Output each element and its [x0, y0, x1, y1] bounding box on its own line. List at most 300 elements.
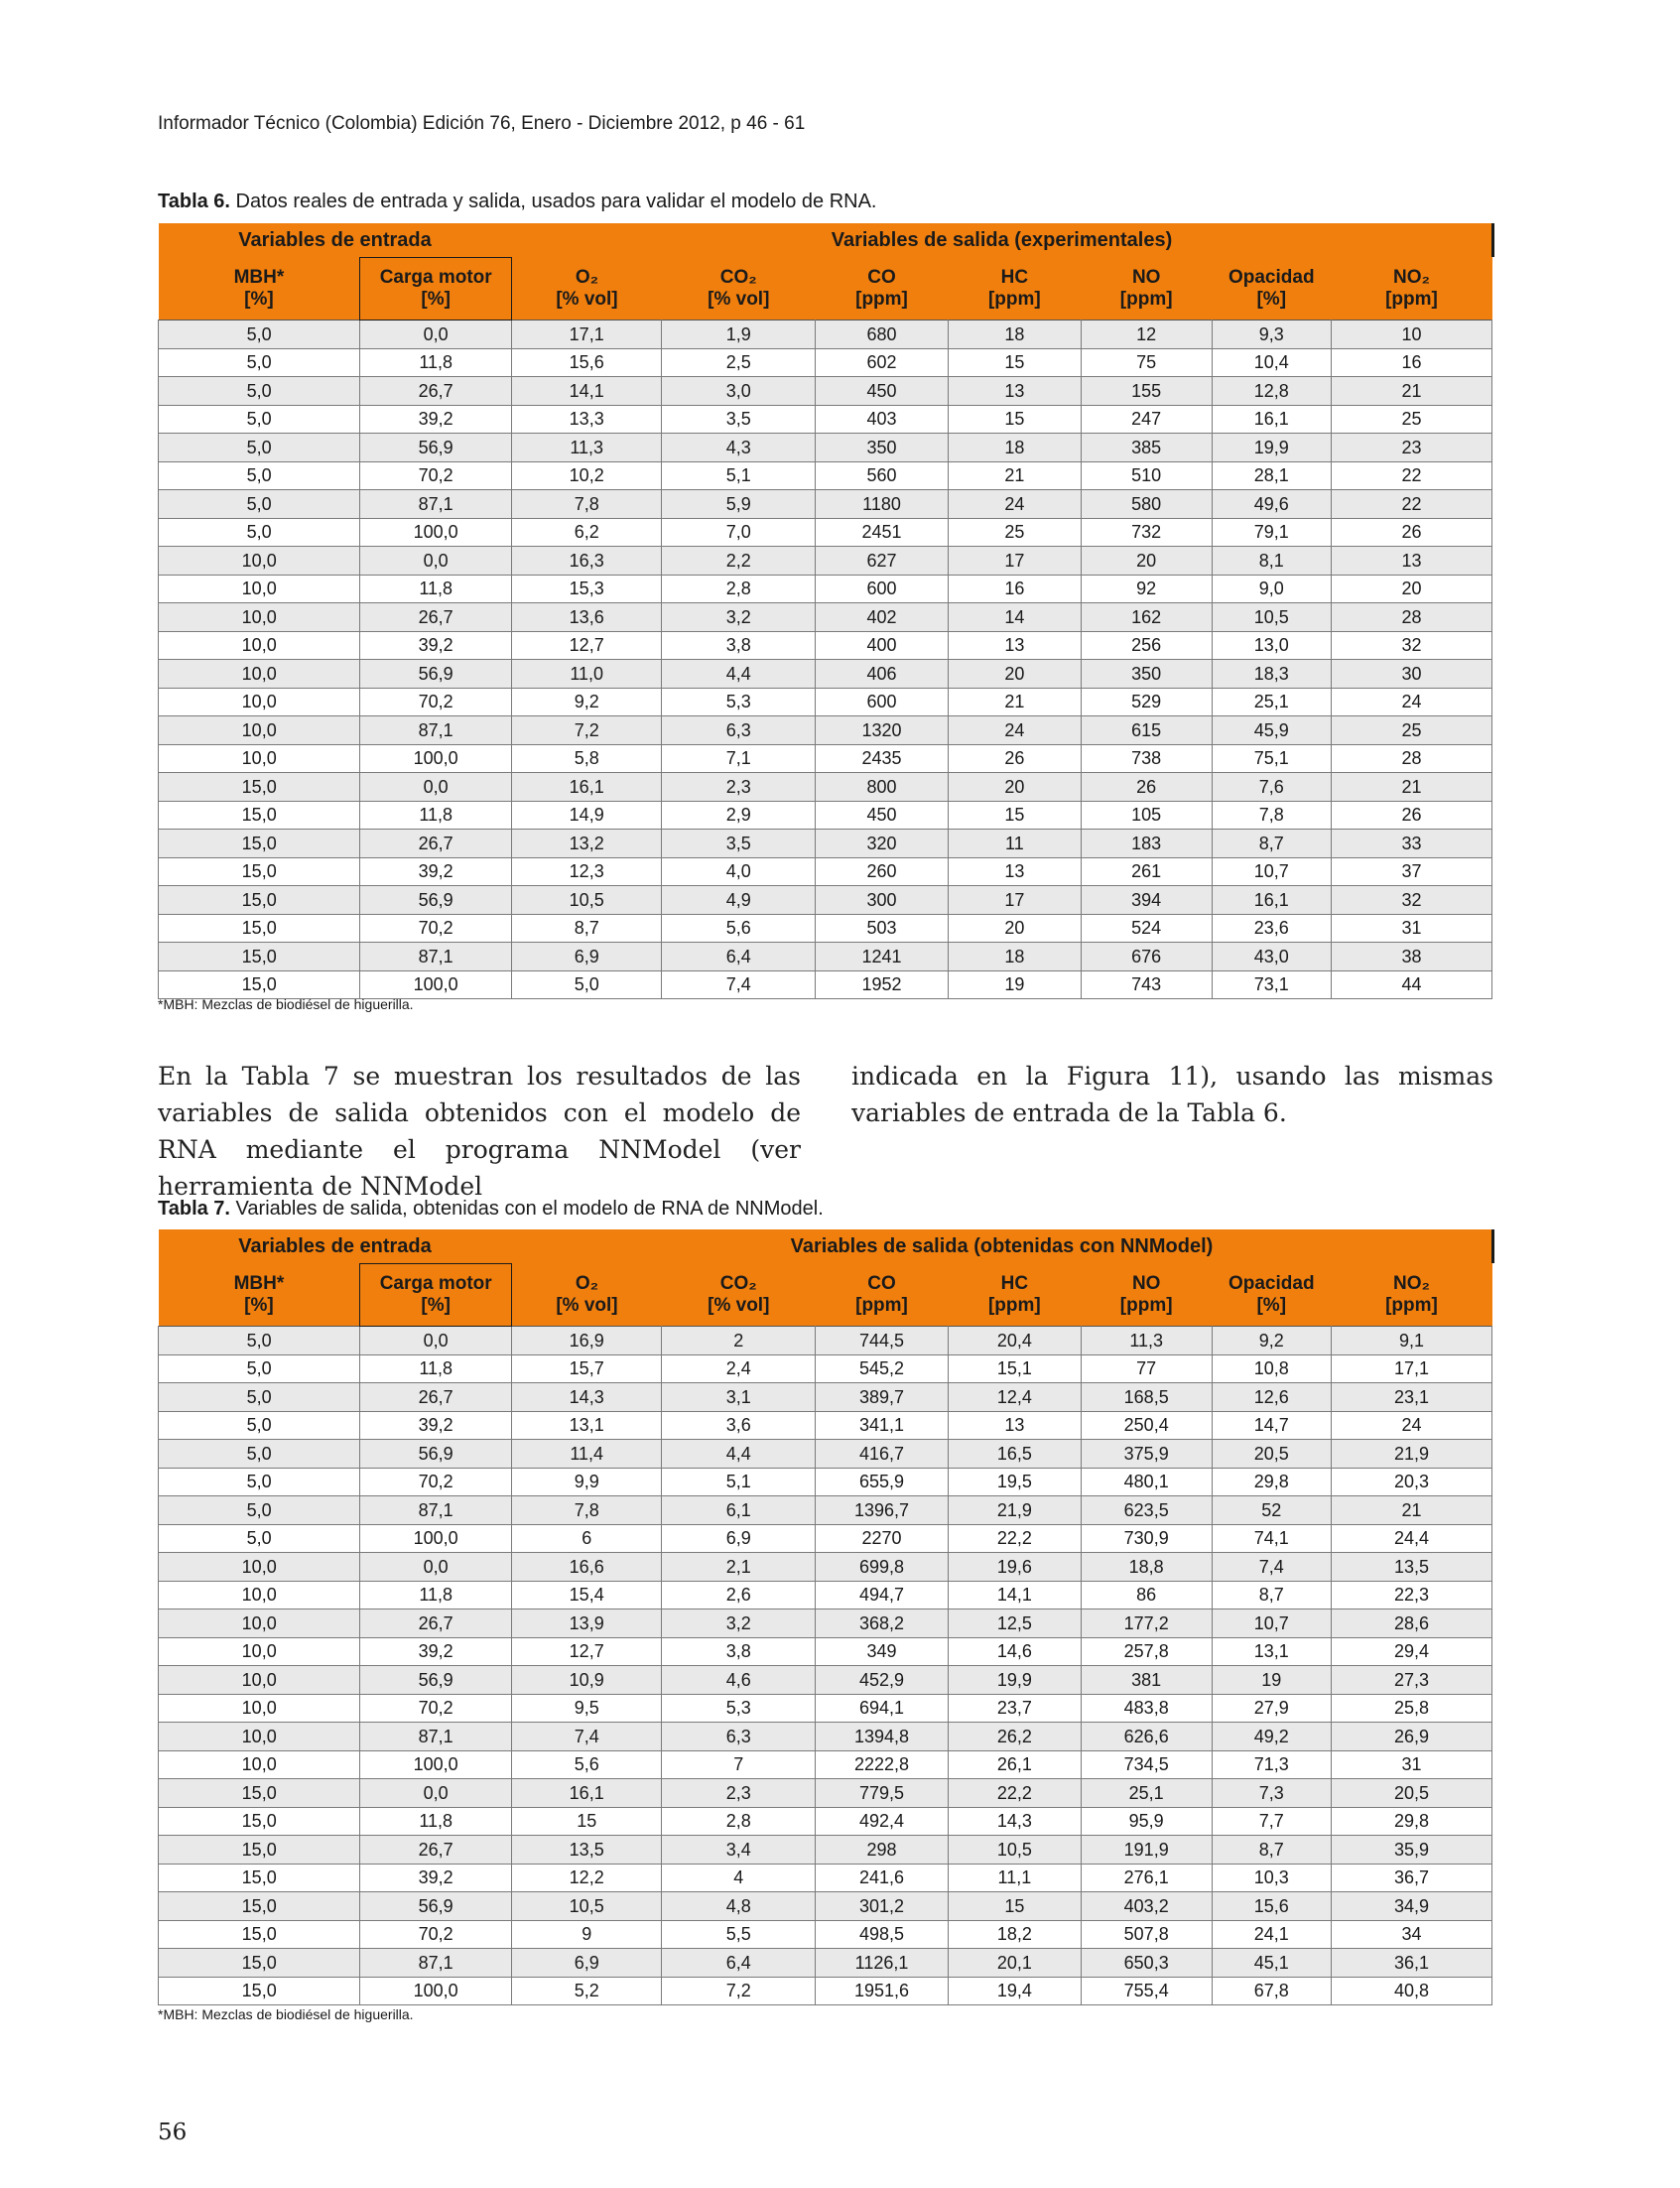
table-cell: 10,0: [159, 575, 360, 603]
table-cell: 77: [1081, 1354, 1212, 1383]
table-cell: 300: [816, 886, 949, 915]
table-cell: 524: [1081, 914, 1212, 943]
table-cell: 15: [511, 1807, 662, 1836]
table-cell: 13: [948, 631, 1081, 660]
table-cell: 16: [1331, 348, 1491, 377]
table-cell: 416,7: [816, 1440, 949, 1469]
table-cell: 29,4: [1331, 1637, 1491, 1666]
column-header-unit: [ppm]: [855, 1294, 908, 1316]
table-row: [159, 603, 1492, 632]
table-cell: 14,6: [948, 1637, 1081, 1666]
table-cell: 15,0: [159, 857, 360, 886]
table-cell: 100,0: [360, 744, 512, 773]
table-cell: 7,4: [1212, 1553, 1331, 1582]
table-cell: 23,7: [948, 1694, 1081, 1723]
table-cell: 260: [816, 857, 949, 886]
table-cell: 15,0: [159, 943, 360, 971]
table-cell: 26,9: [1331, 1723, 1491, 1751]
table-cell: 2435: [816, 744, 949, 773]
table-row: [159, 886, 1492, 915]
table-cell: 6,4: [662, 1949, 816, 1978]
table-cell: 30: [1331, 660, 1491, 689]
table-cell: 11,0: [511, 660, 662, 689]
table-cell: 9,2: [511, 688, 662, 716]
table-cell: 800: [816, 773, 949, 802]
table-cell: 87,1: [360, 1949, 512, 1978]
column-header-name: MBH*: [233, 266, 285, 288]
table-cell: 183: [1081, 830, 1212, 858]
table-row: [159, 575, 1492, 603]
table-cell: 5,0: [159, 1383, 360, 1412]
table-cell: 2,5: [662, 348, 816, 377]
table-cell: 5,3: [662, 688, 816, 716]
table-cell: 28,6: [1331, 1609, 1491, 1638]
table-cell: 0,0: [360, 773, 512, 802]
table-cell: 483,8: [1081, 1694, 1212, 1723]
table-row: [159, 1411, 1492, 1440]
table-cell: 5,0: [159, 461, 360, 490]
table-cell: 10,0: [159, 1694, 360, 1723]
column-header-name: Carga motor: [379, 1273, 492, 1294]
column-header-name: Carga motor: [379, 267, 492, 288]
table-cell: 33: [1331, 830, 1491, 858]
table-row: [159, 1694, 1492, 1723]
table-cell: 4,3: [662, 434, 816, 462]
table-row: [159, 1836, 1492, 1865]
table-cell: 7,2: [511, 716, 662, 745]
table-row: [159, 1637, 1492, 1666]
table-cell: 20,3: [1331, 1468, 1491, 1496]
table-cell: 11,8: [360, 575, 512, 603]
table-cell: 18,8: [1081, 1553, 1212, 1582]
table-cell: 17: [948, 547, 1081, 576]
table-cell: 16,1: [511, 773, 662, 802]
table-cell: 32: [1331, 631, 1491, 660]
table-cell: 5,1: [662, 461, 816, 490]
table-cell: 27,9: [1212, 1694, 1331, 1723]
table-cell: 10,5: [511, 1892, 662, 1921]
table-cell: 341,1: [816, 1411, 949, 1440]
table-cell: 31: [1331, 914, 1491, 943]
table-cell: 7,2: [662, 1977, 816, 2005]
table-cell: 19,9: [1212, 434, 1331, 462]
paragraph-right-column: indicada en la Figura 11), usando las mismas variables de entrada de la Tabla 6.: [851, 1062, 1493, 1127]
table-row: [159, 1666, 1492, 1695]
table-cell: 16,9: [511, 1327, 662, 1355]
table-cell: 600: [816, 575, 949, 603]
table-row: [159, 405, 1492, 434]
table-cell: 11,8: [360, 1807, 512, 1836]
table-cell: 6,2: [511, 518, 662, 547]
table-cell: 0,0: [360, 547, 512, 576]
table-cell: 21,9: [1331, 1440, 1491, 1469]
column-header-name: MBH*: [233, 1272, 285, 1294]
table-cell: 9,2: [1212, 1327, 1331, 1355]
table-cell: 39,2: [360, 857, 512, 886]
table-cell: 73,1: [1212, 970, 1331, 999]
table-cell: 22: [1331, 461, 1491, 490]
table-cell: 100,0: [360, 518, 512, 547]
table-cell: 10,7: [1212, 857, 1331, 886]
table-cell: 28,1: [1212, 461, 1331, 490]
table-cell: 5,0: [159, 1440, 360, 1469]
table-cell: 241,6: [816, 1864, 949, 1892]
column-header-unit: [%]: [244, 1294, 274, 1316]
column-header: [159, 258, 360, 321]
table-cell: 8,7: [1212, 830, 1331, 858]
table-cell: 92: [1081, 575, 1212, 603]
table-cell: 627: [816, 547, 949, 576]
table-cell: 22,3: [1331, 1581, 1491, 1609]
table-cell: 22,2: [948, 1524, 1081, 1553]
table-cell: 100,0: [360, 1977, 512, 2005]
table-cell: 20: [1331, 575, 1491, 603]
table-cell: 615: [1081, 716, 1212, 745]
table-row: [159, 1468, 1492, 1496]
table-cell: 13,6: [511, 603, 662, 632]
table-cell: 15: [948, 1892, 1081, 1921]
table-cell: 560: [816, 461, 949, 490]
column-header-name: CO: [867, 266, 896, 288]
table-cell: 247: [1081, 405, 1212, 434]
table-cell: 732: [1081, 518, 1212, 547]
table-cell: 10,5: [948, 1836, 1081, 1865]
table-cell: 67,8: [1212, 1977, 1331, 2005]
table-cell: 15,0: [159, 970, 360, 999]
column-header-unit: [ppm]: [1119, 288, 1173, 310]
table-cell: 3,0: [662, 377, 816, 406]
table-cell: 15,0: [159, 1779, 360, 1808]
table-cell: 15,0: [159, 830, 360, 858]
table-cell: 10,0: [159, 1666, 360, 1695]
table-cell: 10,0: [159, 660, 360, 689]
table-7-column-headers: [159, 1264, 1492, 1327]
table-cell: 14,3: [948, 1807, 1081, 1836]
table-cell: 20: [948, 773, 1081, 802]
table-cell: 13,3: [511, 405, 662, 434]
table-cell: 11,8: [360, 801, 512, 830]
table-cell: 4,4: [662, 660, 816, 689]
table-7-caption: [158, 1198, 824, 1221]
column-header-name: NO₂: [1393, 1272, 1430, 1294]
table-cell: 15,0: [159, 1864, 360, 1892]
table-cell: 650,3: [1081, 1949, 1212, 1978]
table-cell: 13: [1331, 547, 1491, 576]
column-header-name: Opacidad: [1228, 1272, 1315, 1294]
table-cell: 17,1: [511, 321, 662, 349]
table-cell: 25: [1331, 716, 1491, 745]
table-cell: 1396,7: [816, 1496, 949, 1525]
table-cell: 12,6: [1212, 1383, 1331, 1412]
table-cell: 26,7: [360, 830, 512, 858]
table-cell: 7,8: [511, 490, 662, 519]
column-header: [159, 1264, 360, 1327]
table-cell: 168,5: [1081, 1383, 1212, 1412]
column-header-name: NO₂: [1393, 266, 1430, 288]
table-cell: 155: [1081, 377, 1212, 406]
table-cell: 10,7: [1212, 1609, 1331, 1638]
table-cell: 5,0: [159, 377, 360, 406]
table-6-edge-bar: [1491, 223, 1494, 257]
table-cell: 1180: [816, 490, 949, 519]
table-cell: 87,1: [360, 1723, 512, 1751]
table-cell: 6,3: [662, 1723, 816, 1751]
table-row: [159, 518, 1492, 547]
column-header-unit: [%]: [1256, 288, 1287, 310]
table-cell: 11: [948, 830, 1081, 858]
table-cell: 20,1: [948, 1949, 1081, 1978]
table-cell: 655,9: [816, 1468, 949, 1496]
column-header-name: HC: [1000, 1272, 1029, 1294]
table-row: [159, 1723, 1492, 1751]
table-cell: 11,4: [511, 1440, 662, 1469]
table-cell: 31: [1331, 1750, 1491, 1779]
table-cell: 2,6: [662, 1581, 816, 1609]
table-cell: 21: [948, 688, 1081, 716]
table-cell: 13,9: [511, 1609, 662, 1638]
table-cell: 507,8: [1081, 1920, 1212, 1949]
table-cell: 16,1: [1212, 886, 1331, 915]
table-cell: 5,0: [159, 348, 360, 377]
table-cell: 22,2: [948, 1779, 1081, 1808]
table-cell: 1,9: [662, 321, 816, 349]
table-row: [159, 744, 1492, 773]
table-cell: 250,4: [1081, 1411, 1212, 1440]
table-cell: 10,0: [159, 688, 360, 716]
column-header: [948, 1264, 1081, 1327]
table-cell: 0,0: [360, 1553, 512, 1582]
table-cell: 13,1: [511, 1411, 662, 1440]
table-cell: 15,3: [511, 575, 662, 603]
table-cell: 13,0: [1212, 631, 1331, 660]
table-cell: 20,5: [1212, 1440, 1331, 1469]
table-cell: 39,2: [360, 1411, 512, 1440]
table-row: [159, 1949, 1492, 1978]
table-cell: 8,1: [1212, 547, 1331, 576]
table-cell: 39,2: [360, 1637, 512, 1666]
table-cell: 10,0: [159, 1609, 360, 1638]
table-row: [159, 1354, 1492, 1383]
table-cell: 8,7: [1212, 1836, 1331, 1865]
table-cell: 25,8: [1331, 1694, 1491, 1723]
table-cell: 1951,6: [816, 1977, 949, 2005]
table-cell: 15,0: [159, 914, 360, 943]
table-cell: 15,0: [159, 773, 360, 802]
column-header: [511, 1264, 662, 1327]
table-cell: 12,5: [948, 1609, 1081, 1638]
table-cell: 26,7: [360, 1383, 512, 1412]
table-cell: 26,2: [948, 1723, 1081, 1751]
table-cell: 7,4: [511, 1723, 662, 1751]
table-cell: 39,2: [360, 1864, 512, 1892]
table-cell: 744,5: [816, 1327, 949, 1355]
table-cell: 105: [1081, 801, 1212, 830]
table-cell: 21: [1331, 773, 1491, 802]
table-cell: 4,0: [662, 857, 816, 886]
table-cell: 3,8: [662, 631, 816, 660]
table-cell: 10,8: [1212, 1354, 1331, 1383]
column-header-name: CO₂: [719, 1272, 757, 1294]
table-cell: 6,3: [662, 716, 816, 745]
table-cell: 4,6: [662, 1666, 816, 1695]
table-cell: 9,1: [1331, 1327, 1491, 1355]
table-cell: 15,6: [1212, 1892, 1331, 1921]
table-row: [159, 1779, 1492, 1808]
table-cell: 75,1: [1212, 744, 1331, 773]
table-cell: 10,0: [159, 1581, 360, 1609]
table-cell: 738: [1081, 744, 1212, 773]
table-cell: 17: [948, 886, 1081, 915]
table-row: [159, 1892, 1492, 1921]
table-cell: 10,0: [159, 631, 360, 660]
table-cell: 56,9: [360, 660, 512, 689]
table-cell: 350: [816, 434, 949, 462]
table-cell: 7,3: [1212, 1779, 1331, 1808]
column-header: [662, 1264, 816, 1327]
table-cell: 12,8: [1212, 377, 1331, 406]
table-cell: 450: [816, 801, 949, 830]
table-row: [159, 1440, 1492, 1469]
table-cell: 7,0: [662, 518, 816, 547]
table-cell: 4,4: [662, 1440, 816, 1469]
table-cell: 28: [1331, 744, 1491, 773]
table-cell: 10,4: [1212, 348, 1331, 377]
table-cell: 6: [511, 1524, 662, 1553]
table-cell: 11,3: [511, 434, 662, 462]
table-cell: 10,3: [1212, 1864, 1331, 1892]
table-cell: 3,5: [662, 405, 816, 434]
table-cell: 14,1: [948, 1581, 1081, 1609]
table-cell: 5,0: [159, 1524, 360, 1553]
table-cell: 26: [1331, 801, 1491, 830]
table-cell: 15,0: [159, 801, 360, 830]
table-cell: 14: [948, 603, 1081, 632]
table-cell: 626,6: [1081, 1723, 1212, 1751]
table-7-group-output: Variables de salida (obtenidas con NNModel): [511, 1229, 1491, 1264]
table-cell: 23: [1331, 434, 1491, 462]
table-cell: 734,5: [1081, 1750, 1212, 1779]
table-cell: 19,6: [948, 1553, 1081, 1582]
paragraph-left-column: En la Tabla 7 se muestran los resultados de las variables de salida obtenidos con el modelo de RNA mediante el programa NNModel (ver herramienta de NNModel: [158, 1062, 801, 1201]
table-cell: 10,0: [159, 1750, 360, 1779]
table-cell: 257,8: [1081, 1637, 1212, 1666]
table-cell: 492,4: [816, 1807, 949, 1836]
table-cell: 18: [948, 943, 1081, 971]
table-cell: 389,7: [816, 1383, 949, 1412]
table-cell: 10,0: [159, 716, 360, 745]
table-cell: 71,3: [1212, 1750, 1331, 1779]
table-cell: 24,1: [1212, 1920, 1331, 1949]
table-cell: 1241: [816, 943, 949, 971]
table-cell: 261: [1081, 857, 1212, 886]
table-cell: 480,1: [1081, 1468, 1212, 1496]
column-header: [1212, 258, 1331, 321]
column-header-name: NO: [1131, 1272, 1161, 1294]
table-cell: 21: [948, 461, 1081, 490]
table-cell: 177,2: [1081, 1609, 1212, 1638]
table-row: [159, 1327, 1492, 1355]
table-cell: 32: [1331, 886, 1491, 915]
table-cell: 503: [816, 914, 949, 943]
table-cell: 14,1: [511, 377, 662, 406]
table-cell: 29,8: [1212, 1468, 1331, 1496]
table-row: [159, 1864, 1492, 1892]
table-cell: 385: [1081, 434, 1212, 462]
table-cell: 9,3: [1212, 321, 1331, 349]
column-header: [662, 258, 816, 321]
table-cell: 24: [1331, 688, 1491, 716]
table-cell: 15,7: [511, 1354, 662, 1383]
table-cell: 276,1: [1081, 1864, 1212, 1892]
table-cell: 20,5: [1331, 1779, 1491, 1808]
table-cell: 498,5: [816, 1920, 949, 1949]
table-cell: 15,4: [511, 1581, 662, 1609]
table-cell: 20: [1081, 547, 1212, 576]
table-cell: 25: [1331, 405, 1491, 434]
table-cell: 7,7: [1212, 1807, 1331, 1836]
table-cell: 87,1: [360, 1496, 512, 1525]
column-header: [816, 1264, 949, 1327]
table-cell: 23,1: [1331, 1383, 1491, 1412]
table-cell: 37: [1331, 857, 1491, 886]
table-cell: 755,4: [1081, 1977, 1212, 2005]
column-header: [1081, 1264, 1212, 1327]
table-cell: 16: [948, 575, 1081, 603]
table-cell: 21,9: [948, 1496, 1081, 1525]
table-cell: 13,2: [511, 830, 662, 858]
table-cell: 25,1: [1212, 688, 1331, 716]
column-header-unit: [ppm]: [855, 288, 908, 310]
table-cell: 10: [1331, 321, 1491, 349]
table-cell: 6,4: [662, 943, 816, 971]
table-cell: 38: [1331, 943, 1491, 971]
table-cell: 12: [1081, 321, 1212, 349]
table-cell: 10,0: [159, 744, 360, 773]
table-cell: 301,2: [816, 1892, 949, 1921]
table-cell: 5,0: [159, 434, 360, 462]
table-7-caption-label: Tabla 7.: [158, 1198, 230, 1220]
column-header-name: CO: [867, 1272, 896, 1294]
column-header: [948, 258, 1081, 321]
column-header: [360, 1264, 512, 1327]
table-cell: 1952: [816, 970, 949, 999]
table-cell: 1126,1: [816, 1949, 949, 1978]
table-cell: 10,0: [159, 1637, 360, 1666]
table-cell: 10,5: [511, 886, 662, 915]
table-cell: 5,6: [511, 1750, 662, 1779]
table-7-edge-bar: [1491, 1229, 1494, 1263]
table-cell: 349: [816, 1637, 949, 1666]
column-header-unit: [% vol]: [556, 1294, 618, 1316]
table-cell: 75: [1081, 348, 1212, 377]
table-row: [159, 1581, 1492, 1609]
table-cell: 26: [948, 744, 1081, 773]
table-cell: 5,6: [662, 914, 816, 943]
table-cell: 2222,8: [816, 1750, 949, 1779]
table-cell: 15: [948, 405, 1081, 434]
table-cell: 18: [948, 434, 1081, 462]
table-cell: 11,3: [1081, 1327, 1212, 1355]
table-cell: 9,0: [1212, 575, 1331, 603]
table-cell: 400: [816, 631, 949, 660]
table-7-footnote: *MBH: Mezclas de biodiésel de higuerilla.: [158, 2006, 414, 2022]
table-row: [159, 716, 1492, 745]
table-row: [159, 1524, 1492, 1553]
table-cell: 2: [662, 1327, 816, 1355]
table-cell: 15,0: [159, 1892, 360, 1921]
table-cell: 2,4: [662, 1354, 816, 1383]
table-cell: 34: [1331, 1920, 1491, 1949]
